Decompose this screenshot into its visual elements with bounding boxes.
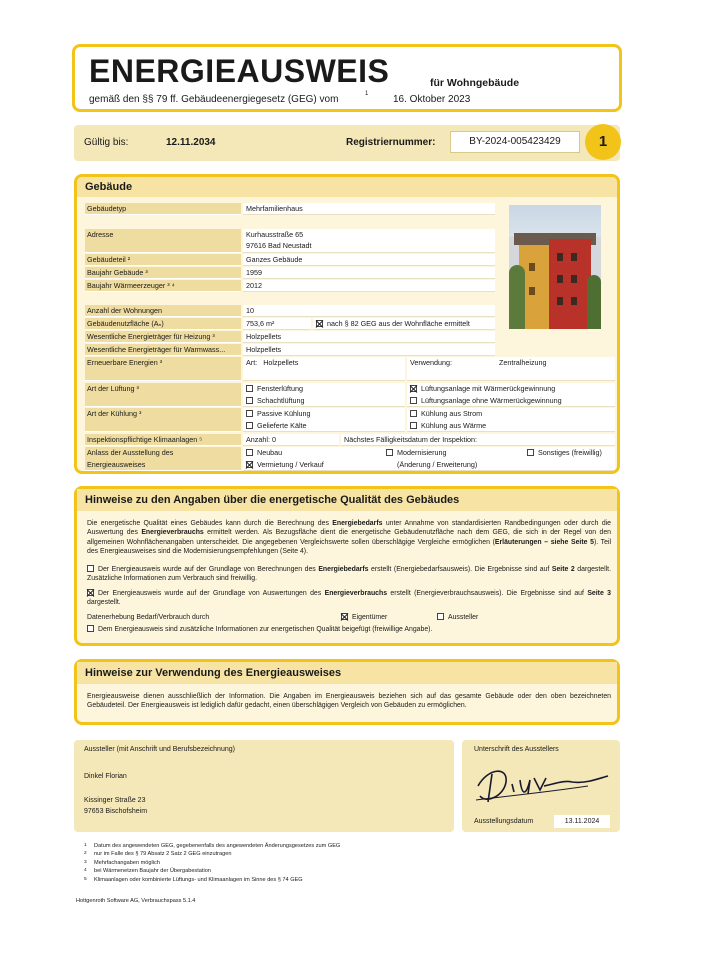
label-anlass-line1: Anlass der Ausstellung des xyxy=(87,448,174,457)
verwendung-label: Verwendung: xyxy=(410,358,452,367)
section-hinweise-qualitaet xyxy=(74,486,620,646)
law-reference: gemäß den §§ 79 ff. Gebäudeenergiegesetz (GEG) vom xyxy=(89,94,339,105)
law-date: 16. Oktober 2023 xyxy=(393,94,471,105)
signature-label: Unterschrift des Ausstellers xyxy=(474,746,559,753)
value-nutzflaeche: 753,6 m² xyxy=(243,318,311,330)
checkbox-checked-icon xyxy=(246,461,253,468)
option-verbrauchsausweis[interactable]: Der Energieausweis wurde auf der Grundlage von Auswertungen des Energieverbrauchs erstellt (Energieverbrauchsausweis). Die Ergebnisse sind auf Seite 3 dargestellt. xyxy=(87,590,612,607)
value-gebaeudeteil: Ganzes Gebäude xyxy=(243,254,495,266)
option-label: Schachtlüftung xyxy=(257,396,305,405)
checkbox-icon xyxy=(386,449,393,456)
footnote-item: 2 nur im Falle des § 79 Absatz 2 Satz 2 GEG einzutragen xyxy=(84,851,232,858)
intro-paragraph: Die energetische Qualität eines Gebäudes kann durch die Berechnung des Energiebedarfs unter Annahme von standardisierten Randbedingungen oder durch die Auswertung des Energieverbrauchs ermittelt werden. Als Bezugsfläche dient die energetische Gebäudenutzfläche nach dem GEG, die sich in der Regel von den allgemeinen Wohnflächenangaben unterscheidet. Die angegebenen Vergleichswerte sollen überschlägige Vergleiche ermöglichen (Erläuterungen – siehe Seite 5). Teil des Energieausweises sind die Modernisierungsempfehlungen (Seite 4). xyxy=(87,520,612,556)
label-baujahr-waermeerzeuger: Baujahr Wärmeerzeuger ³ ⁴ xyxy=(85,280,241,292)
row-lueftung xyxy=(85,383,615,407)
value-baujahr: 1959 xyxy=(243,267,495,279)
aussteller-name: Dinkel Florian xyxy=(84,773,127,780)
section-heading: Hinweise zu den Angaben über die energetische Qualität des Gebäudes xyxy=(77,489,617,511)
value-heizung: Holzpellets xyxy=(243,331,495,343)
document-subtitle: für Wohngebäude xyxy=(430,77,520,89)
signature-box xyxy=(462,740,620,832)
address-line-2: 97616 Bad Neustadt xyxy=(246,241,312,250)
option-label: Passive Kühlung xyxy=(257,409,311,418)
checkbox-icon xyxy=(410,410,417,417)
checkbox-icon xyxy=(87,565,94,572)
option-kuehlung-waerme[interactable] xyxy=(410,420,615,432)
option-sonstiges[interactable] xyxy=(527,447,602,459)
option-lueftung-ohne-wrg[interactable] xyxy=(410,395,615,407)
nutzflaeche-note xyxy=(313,318,495,330)
section-heading: Gebäude xyxy=(77,177,617,197)
lueftung-options-left xyxy=(243,383,405,407)
checkbox-icon xyxy=(246,449,253,456)
software-credit: Hottgenroth Software AG, Verbrauchspass 5.1.4 xyxy=(76,898,196,904)
aussteller-box xyxy=(74,740,454,832)
page-number-badge: 1 xyxy=(585,124,621,160)
document-title: ENERGIEAUSWEIS xyxy=(89,53,390,89)
document-header xyxy=(72,44,622,112)
label-warmwasser: Wesentliche Energieträger für Warmwass... xyxy=(85,344,241,356)
checkbox-checked-icon xyxy=(341,613,348,620)
option-label: Gelieferte Kälte xyxy=(257,421,307,430)
aussteller-label: Aussteller (mit Anschrift und Berufsbezeichnung) xyxy=(84,746,235,753)
option-label: Fensterlüftung xyxy=(257,384,303,393)
registration-label: Registriernummer: xyxy=(346,137,436,148)
checkbox-icon xyxy=(246,422,253,429)
value-klima-anzahl: Anzahl: 0 xyxy=(243,434,339,446)
option-label: Sonstiges (freiwillig) xyxy=(538,448,602,457)
value-baujahr-waermeerzeuger: 2012 xyxy=(243,280,495,292)
erneuerbar-art-label: Art: xyxy=(246,358,258,367)
verwendung-paragraph: Energieausweise dienen ausschließlich der Information. Die Angaben im Energieausweis beziehen sich auf das gesamte Gebäude oder den oben bezeichneten Gebäudeteil. Der Energieausweis ist lediglich dafür gedacht, einen überschlägigen Vergleich von Gebäuden zu ermöglichen. xyxy=(87,693,611,710)
row-kuehlung xyxy=(85,408,615,432)
option-label: Vermietung / Verkauf xyxy=(257,460,324,469)
footnotes xyxy=(84,842,340,884)
footnote-item: 5 Klimaanlagen oder kombinierte Lüftungs- und Klimaanlagen im Sinne des § 74 GEG xyxy=(84,876,303,883)
label-anlass xyxy=(85,447,241,471)
option-bedarfsausweis[interactable]: Der Energieausweis wurde auf der Grundlage von Berechnungen des Energiebedarfs erstellt (Energiebedarfsausweis). Die Ergebnisse sind auf Seite 2 dargestellt. Zusätzliche Informationen zum Verbrauch sind freiwillig. xyxy=(87,566,611,583)
option-vermietung-verkauf[interactable] xyxy=(246,459,324,471)
label-gebaeudetyp: Gebäudetyp xyxy=(85,203,241,215)
label-heizung: Wesentliche Energieträger für Heizung ³ xyxy=(85,331,241,343)
option-label: Aussteller xyxy=(448,614,479,621)
signature-image xyxy=(468,756,618,810)
label-wohnungen: Anzahl der Wohnungen xyxy=(85,305,241,317)
law-footnote-mark: 1 xyxy=(365,91,369,97)
valid-until-value: 12.11.2034 xyxy=(166,137,216,148)
checkbox-checked-icon xyxy=(87,589,94,596)
date-label: Ausstellungsdatum xyxy=(474,818,534,825)
section-heading: Hinweise zur Verwendung des Energieausweises xyxy=(77,662,617,684)
option-modernisierung-sub: (Änderung / Erweiterung) xyxy=(397,460,478,469)
value-wohnungen: 10 xyxy=(243,305,495,317)
erneuerbar-art-value: Holzpellets xyxy=(263,358,299,367)
label-adresse: Adresse xyxy=(85,229,241,253)
row-heizung xyxy=(85,331,615,343)
lueftung-options-right xyxy=(407,383,615,407)
option-modernisierung[interactable] xyxy=(386,447,447,459)
value-warmwasser: Holzpellets xyxy=(243,344,495,356)
option-label: Dem Energieausweis sind zusätzliche Informationen zur energetischen Qualität beigefügt (freiwillige Angabe). xyxy=(98,626,433,633)
option-label: Kühlung aus Wärme xyxy=(421,421,487,430)
row-anlass xyxy=(85,447,615,471)
value-erneuerbar-art xyxy=(243,357,405,381)
label-nutzflaeche: Gebäudenutzfläche (Aₙ) xyxy=(85,318,241,330)
option-kuehlung-strom[interactable] xyxy=(410,408,615,420)
label-gebaeudeteil: Gebäudeteil ² xyxy=(85,254,241,266)
label-anlass-line2: Energieausweises xyxy=(87,460,146,469)
kuehlung-options-right xyxy=(407,408,615,432)
checkbox-icon xyxy=(410,397,417,404)
option-neubau[interactable] xyxy=(246,447,282,459)
datenerhebung-row xyxy=(87,613,611,622)
row-erneuerbar xyxy=(85,357,615,381)
checkbox-icon xyxy=(246,397,253,404)
checkbox-icon xyxy=(527,449,534,456)
checkbox-icon xyxy=(437,613,444,620)
checkbox-icon xyxy=(410,422,417,429)
label-baujahr: Baujahr Gebäude ³ xyxy=(85,267,241,279)
option-passive-kuehlung[interactable] xyxy=(246,408,405,420)
value-klima-next: Nächstes Fälligkeitsdatum der Inspektion: xyxy=(341,434,615,446)
row-warmwasser xyxy=(85,344,615,356)
anlass-options xyxy=(243,447,615,471)
checkbox-icon xyxy=(246,385,253,392)
aussteller-city: 97653 Bischofsheim xyxy=(84,808,148,815)
checkbox-checked-icon xyxy=(316,320,323,327)
datenerhebung-label: Datenerhebung Bedarf/Verbrauch durch xyxy=(87,614,210,621)
checkbox-icon xyxy=(87,625,94,632)
aussteller-street: Kissinger Straße 23 xyxy=(84,797,146,804)
value-gebaeudetyp: Mehrfamilienhaus xyxy=(243,203,495,215)
verwendung-value: Zentralheizung xyxy=(499,358,547,367)
option-zusatzinfo[interactable] xyxy=(87,625,611,634)
address-line-1: Kurhausstraße 65 xyxy=(246,230,304,239)
footnote-item: 1 Datum des angewendeten GEG, gegebenenfalls des angewendeten Änderungsgesetzes zum GEG xyxy=(84,843,341,849)
option-label: Lüftungsanlage mit Wärmerückgewinnung xyxy=(421,384,556,393)
footnote-item: 3 Mehrfachangaben möglich xyxy=(84,859,160,866)
option-label: Eigentümer xyxy=(352,614,388,621)
building-photo xyxy=(509,205,601,329)
footnote-item: 4 bei Wärmenetzen Baujahr der Übergabestation xyxy=(84,868,211,875)
checkbox-checked-icon xyxy=(410,385,417,392)
value-verwendung xyxy=(407,357,615,381)
option-label: Lüftungsanlage ohne Wärmerückgewinnung xyxy=(421,396,562,405)
label-kuehlung: Art der Kühlung ³ xyxy=(85,408,241,432)
option-fensterlueftung[interactable] xyxy=(246,383,405,395)
valid-until-label: Gültig bis: xyxy=(84,137,129,148)
option-schachtlueftung[interactable] xyxy=(246,395,405,407)
value-adresse xyxy=(243,229,495,253)
checkbox-icon xyxy=(246,410,253,417)
section-hinweise-verwendung xyxy=(74,659,620,725)
nutzflaeche-note-text: nach § 82 GEG aus der Wohnfläche ermittelt xyxy=(327,319,470,328)
kuehlung-options-left xyxy=(243,408,405,432)
option-label: Neubau xyxy=(257,448,283,457)
issue-date: 13.11.2024 xyxy=(554,815,610,828)
validity-bar xyxy=(74,125,620,161)
option-eigentuemer[interactable] xyxy=(341,613,387,622)
option-label: Modernisierung xyxy=(397,448,447,457)
row-klimaanlagen xyxy=(85,434,615,446)
registration-number: BY-2024-005423429 xyxy=(450,131,580,153)
label-lueftung: Art der Lüftung ³ xyxy=(85,383,241,407)
section-gebaeude xyxy=(74,174,620,474)
option-aussteller[interactable] xyxy=(437,613,478,622)
label-klimaanlagen: Inspektionspflichtige Klimaanlagen ⁵ xyxy=(85,434,241,446)
label-erneuerbar: Erneuerbare Energien ³ xyxy=(85,357,241,381)
option-lueftung-mit-wrg[interactable] xyxy=(410,383,615,395)
option-gelieferte-kaelte[interactable] xyxy=(246,420,405,432)
option-label: Kühlung aus Strom xyxy=(421,409,483,418)
